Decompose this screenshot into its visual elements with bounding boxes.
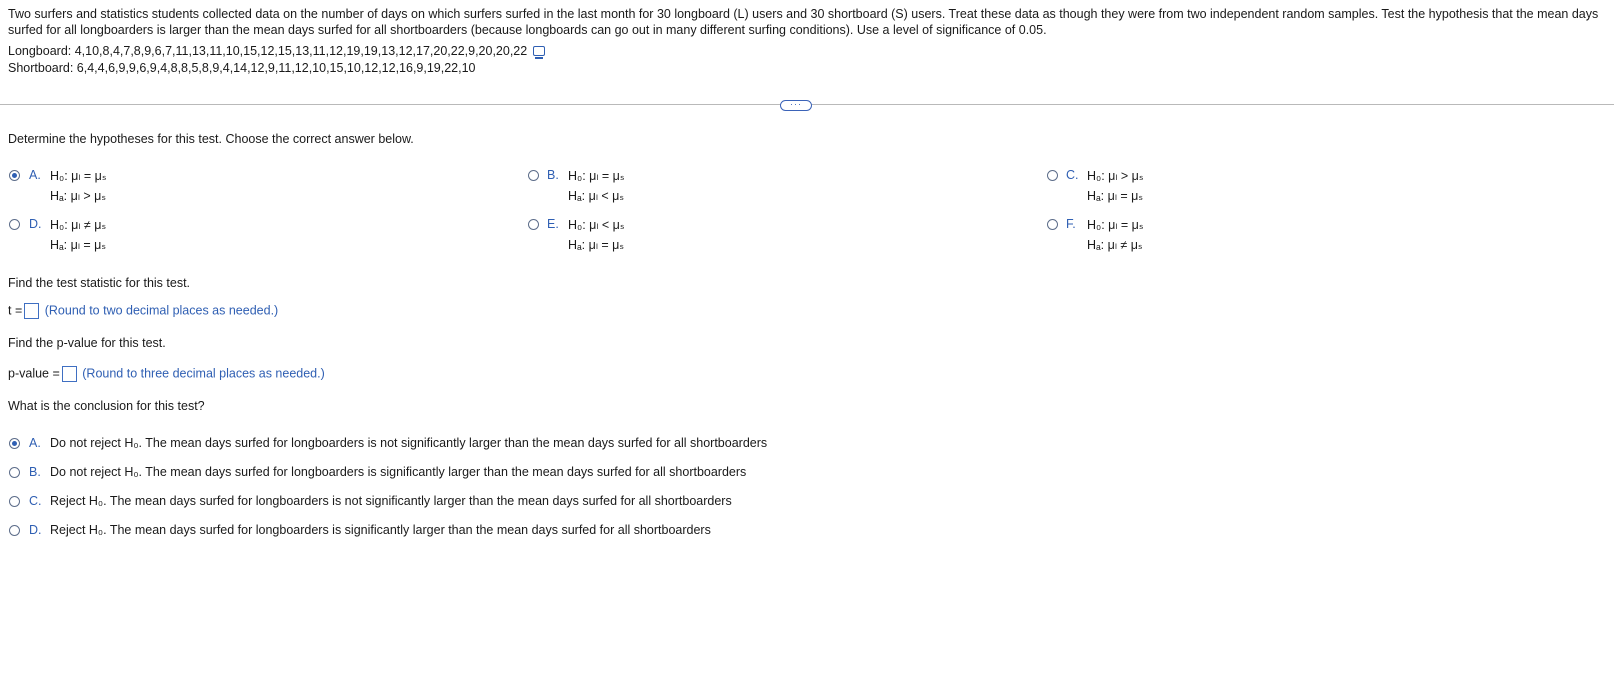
option-letter: B. bbox=[547, 168, 559, 182]
copy-data-icon[interactable] bbox=[533, 46, 545, 56]
longboard-data-text: Longboard: 4,10,8,4,7,8,9,6,7,11,13,11,10,15,12,15,13,11,12,19,19,13,12,17,20,22,9,20,20,22 bbox=[8, 44, 528, 58]
radio-option-e[interactable] bbox=[528, 219, 539, 230]
radio-option-b[interactable] bbox=[528, 170, 539, 181]
conclusion-text: Reject H₀. The mean days surfed for longboarders is significantly larger than the mean days surfed for all shortboarders bbox=[50, 523, 711, 537]
option-letter: F. bbox=[1066, 217, 1076, 231]
option-letter: D. bbox=[29, 217, 42, 231]
test-statistic-prompt: Find the test statistic for this test. bbox=[8, 276, 191, 290]
conclusion-prompt: What is the conclusion for this test? bbox=[8, 399, 205, 413]
option-letter: A. bbox=[29, 168, 41, 182]
alternative-hypothesis: Hₐ: μₗ > μₛ bbox=[50, 189, 107, 203]
alternative-hypothesis: Hₐ: μₗ = μₛ bbox=[50, 238, 107, 252]
conclusion-text: Reject H₀. The mean days surfed for longboarders is not significantly larger than the mean days surfed for all shortboarders bbox=[50, 494, 732, 508]
option-letter: D. bbox=[29, 523, 42, 537]
p-value-row bbox=[8, 366, 325, 382]
t-rounding-hint: (Round to two decimal places as needed.) bbox=[44, 303, 279, 318]
radio-option-c[interactable] bbox=[1047, 170, 1058, 181]
alternative-hypothesis: Hₐ: μₗ ≠ μₛ bbox=[1087, 238, 1143, 252]
t-answer-input[interactable] bbox=[24, 303, 39, 319]
radio-conclusion-a[interactable] bbox=[9, 438, 20, 449]
t-label: t = bbox=[8, 303, 23, 318]
problem-statement: Two surfers and statistics students collected data on the number of days on which surfers surfed in the last month for 30 longboard (L) users and 30 shortboard (S) users. Treat these data as though they were from two independent random samples. Test the hypothesis that the mean days surfed for all longboarders is larger than the mean days surfed for all shortboarders (because longboards can go out in many different surfing conditions). Use a level of significance of 0.05. bbox=[8, 7, 1599, 37]
shortboard-data: Shortboard: 6,4,4,6,9,9,6,9,4,8,8,5,8,9,4,14,12,9,11,12,10,15,10,12,12,16,9,19,22,10 bbox=[8, 61, 476, 75]
null-hypothesis: H₀: μₗ = μₛ bbox=[1087, 218, 1144, 232]
null-hypothesis: H₀: μₗ = μₛ bbox=[50, 169, 107, 183]
alternative-hypothesis: Hₐ: μₗ < μₛ bbox=[568, 189, 625, 203]
expand-more-button[interactable]: ··· bbox=[780, 100, 812, 111]
null-hypothesis: H₀: μₗ ≠ μₛ bbox=[50, 218, 107, 232]
radio-conclusion-c[interactable] bbox=[9, 496, 20, 507]
p-value-label: p-value = bbox=[8, 366, 60, 381]
alternative-hypothesis: Hₐ: μₗ = μₛ bbox=[1087, 189, 1144, 203]
null-hypothesis: H₀: μₗ < μₛ bbox=[568, 218, 625, 232]
test-statistic-row bbox=[8, 303, 278, 319]
radio-option-a[interactable] bbox=[9, 170, 20, 181]
conclusion-text: Do not reject H₀. The mean days surfed for longboarders is significantly larger than the mean days surfed for all shortboarders bbox=[50, 465, 747, 479]
null-hypothesis: H₀: μₗ > μₛ bbox=[1087, 169, 1144, 183]
longboard-data bbox=[8, 44, 545, 58]
radio-option-d[interactable] bbox=[9, 219, 20, 230]
hypotheses-prompt: Determine the hypotheses for this test. Choose the correct answer below. bbox=[8, 132, 414, 146]
option-letter: C. bbox=[29, 494, 42, 508]
conclusion-text: Do not reject H₀. The mean days surfed for longboarders is not significantly larger than the mean days surfed for all shortboarders bbox=[50, 436, 768, 450]
alternative-hypothesis: Hₐ: μₗ = μₛ bbox=[568, 238, 625, 252]
p-value-prompt: Find the p-value for this test. bbox=[8, 336, 166, 350]
null-hypothesis: H₀: μₗ = μₛ bbox=[568, 169, 625, 183]
p-value-answer-input[interactable] bbox=[62, 366, 77, 382]
radio-option-f[interactable] bbox=[1047, 219, 1058, 230]
option-letter: E. bbox=[547, 217, 559, 231]
radio-conclusion-b[interactable] bbox=[9, 467, 20, 478]
radio-conclusion-d[interactable] bbox=[9, 525, 20, 536]
option-letter: A. bbox=[29, 436, 41, 450]
option-letter: C. bbox=[1066, 168, 1079, 182]
option-letter: B. bbox=[29, 465, 41, 479]
p-value-rounding-hint: (Round to three decimal places as needed.) bbox=[82, 366, 325, 381]
